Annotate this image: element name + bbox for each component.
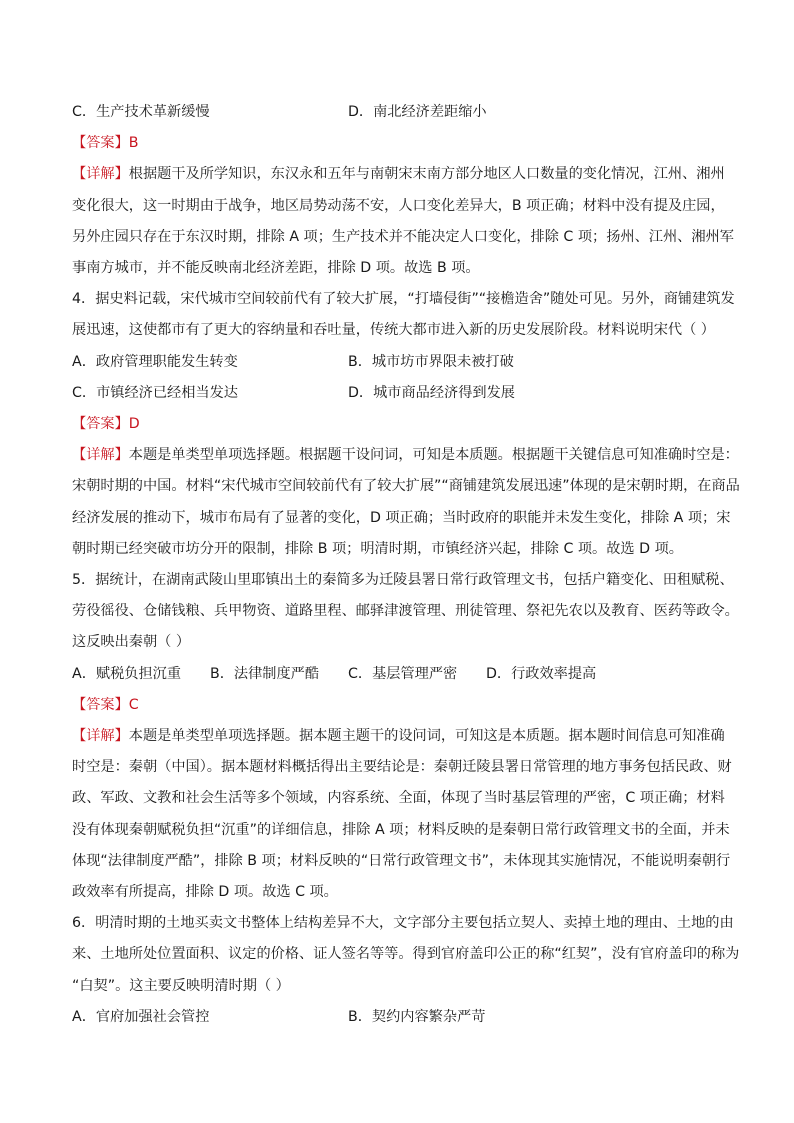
q3-detail-line-3: 另外庄园只存在于东汉时期，排除 A 项；生产技术并不能决定人口变化，排除 C 项；扬州、江州、湘州军 xyxy=(72,228,734,245)
q3-option-c: C．生产技术革新缓慢 xyxy=(72,104,210,120)
q3-option-d: D．南北经济差距缩小 xyxy=(348,104,487,120)
q5-option-d: D．行政效率提高 xyxy=(486,665,597,682)
q4-detail-line-4: 朝时期已经突破市坊分开的限制，排除 B 项；明清时期，市镇经济兴起，排除 C 项。故选 D 项。 xyxy=(72,540,683,557)
document-page xyxy=(72,97,740,1033)
q3-answer-label: 【答案】 xyxy=(72,135,129,152)
q4-answer-label: 【答案】 xyxy=(72,416,129,433)
q5-detail-line-2: 时空是：秦朝（中国）。据本题材料概括得出主要结论是：秦朝迁陵县署日常管理的地方事务包括民政、财 xyxy=(72,759,732,776)
q5-option-b: B．法律制度严酷 xyxy=(210,665,320,682)
q3-detail-label: 【详解】 xyxy=(72,166,129,183)
q6-stem-line-2: 来、土地所处位置面积、议定的价格、证人签名等等。得到官府盖印公正的称“红契”，没有官府盖印的称为 xyxy=(72,946,740,963)
q3-answer xyxy=(72,128,732,159)
q4-stem-line-2: 展迅速，这使都市有了更大的容纳量和吞吐量，传统大都市进入新的历史发展阶段。材料说明宋代（ ） xyxy=(72,322,715,339)
q5-detail-line-6: 政效率有所提高，排除 D 项。故选 C 项。 xyxy=(72,884,338,901)
q6-option-a: A．官府加强社会管控 xyxy=(72,1008,210,1025)
q3-detail-text: 根据题干及所学知识，东汉永和五年与南朝宋末南方部分地区人口数量的变化情况，江州、湘州 xyxy=(128,166,725,183)
q4-answer-value: D xyxy=(128,416,140,433)
q3-detail-line-4: 事南方城市，并不能反映南北经济差距，排除 D 项。故选 B 项。 xyxy=(72,260,480,277)
q6-stem-line-3: “白契”。这主要反映明清时期（ ） xyxy=(72,977,290,994)
q5-stem-line-2: 劳役徭役、仓储钱粮、兵甲物资、道路里程、邮驿津渡管理、刑徒管理、祭祀先农以及教育、医药等政令。 xyxy=(72,603,739,620)
q3-detail-line-1 xyxy=(72,159,732,190)
q6-options-ab xyxy=(72,1002,732,1033)
q4-detail-line-3: 经济发展的推动下，城市布局有了显著的变化，D 项正确；当时政府的职能并未发生变化，排除 A 项；宋 xyxy=(72,509,731,526)
q5-detail-line-4: 没有体现秦朝赋税负担“沉重”的详细信息，排除 A 项；材料反映的是秦朝日常行政管理文书的全面，并未 xyxy=(72,821,730,838)
q4-detail-line-1 xyxy=(72,440,739,471)
q3-answer-value: B xyxy=(128,135,139,152)
q5-answer-value: C xyxy=(128,696,139,713)
q4-detail-text: 本题是单类型单项选择题。根据题干设问词，可知是本质题。根据题干关键信息可知准确时空是： xyxy=(128,447,739,464)
q6-option-b: B．契约内容繁杂严苛 xyxy=(348,1008,486,1025)
q4-detail-label: 【详解】 xyxy=(72,447,129,464)
q5-detail-line-3: 政、军政、文教和社会生活等多个领域，内容系统、全面，体现了当时基层管理的严密，C 项正确；材料 xyxy=(72,790,725,807)
q6-stem-line-1: 6．明清时期的土地买卖文书整体上结构差异不大，文字部分主要包括立契人、卖掉土地的理由、土地的由 xyxy=(72,915,734,932)
q5-option-a: A．赋税负担沉重 xyxy=(72,665,182,682)
q5-detail-line-1 xyxy=(72,721,732,752)
q5-answer-label: 【答案】 xyxy=(72,696,129,713)
q4-stem-line-1: 4．据史料记载，宋代城市空间较前代有了较大扩展，“打墙侵街”“接檐造舍”随处可见。另外，商铺建筑发 xyxy=(72,291,735,308)
q4-option-a: A．政府管理职能发生转变 xyxy=(72,353,238,370)
q4-option-b: B．城市坊市界限未被打破 xyxy=(348,353,514,370)
q5-detail-label: 【详解】 xyxy=(72,728,129,745)
q5-option-c: C．基层管理严密 xyxy=(348,665,458,682)
q5-answer xyxy=(72,690,732,721)
q5-detail-line-5: 体现“法律制度严酷”，排除 B 项；材料反映的“日常行政管理文书”，未体现其实施情况，不能说明秦朝行 xyxy=(72,852,731,869)
q4-options-ab xyxy=(72,347,732,378)
q4-detail-line-2: 宋朝时期的中国。材料“宋代城市空间较前代有了较大扩展”“商铺建筑发展迅速”体现的是宋朝时期，在商品 xyxy=(72,478,740,495)
q5-options xyxy=(72,659,732,690)
q4-option-c: C．市镇经济已经相当发达 xyxy=(72,384,238,401)
q3-options-cd xyxy=(72,97,732,128)
q4-option-d: D．城市商品经济得到发展 xyxy=(348,384,515,401)
q4-answer xyxy=(72,409,732,440)
q5-stem-line-1: 5．据统计，在湖南武陵山里耶镇出土的秦简多为迁陵县署日常行政管理文书，包括户籍变化、田租赋税、 xyxy=(72,572,734,589)
q3-detail-line-2: 变化很大，这一时期由于战争，地区局势动荡不安，人口变化差异大，B 项正确；材料中没有提及庄园， xyxy=(72,197,725,214)
q4-options-cd xyxy=(72,378,732,409)
q5-stem-line-3: 这反映出秦朝（ ） xyxy=(72,634,191,651)
q5-detail-text: 本题是单类型单项选择题。据本题主题干的设问词，可知这是本质题。据本题时间信息可知准确 xyxy=(128,728,725,745)
